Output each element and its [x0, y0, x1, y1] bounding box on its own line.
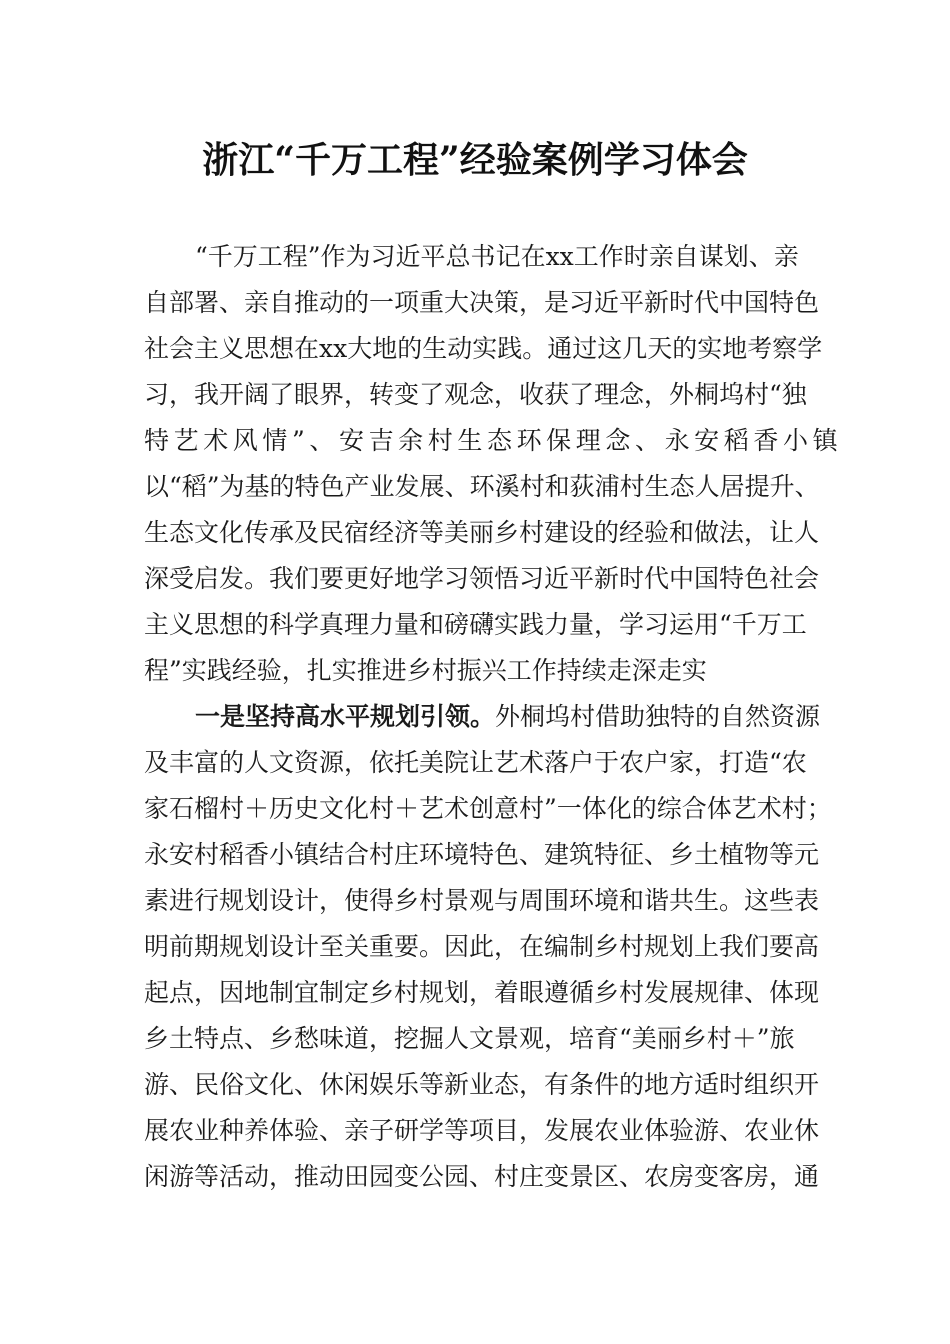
paragraph-planning: [144, 694, 832, 1200]
paragraph-first-line-text: 外桐坞村借助独特的自然资源: [495, 702, 821, 731]
paragraph-line: 及丰富的人文资源，依托美院让艺术落户于农户家，打造“农: [144, 748, 807, 777]
paragraph-line: 家石榴村＋历史文化村＋艺术创意村”一体化的综合体艺术村；: [144, 794, 832, 823]
paragraph-heading: 一是坚持高水平规划引领。: [195, 702, 496, 731]
paragraph-line: 游、民俗文化、休闲娱乐等新业态，有条件的地方适时组织开: [144, 1070, 820, 1099]
paragraph-intro: [144, 234, 843, 694]
paragraph-line: 自部署、亲自推动的一项重大决策，是习近平新时代中国特色: [144, 288, 820, 317]
paragraph-line: 特艺术风情”、安吉余村生态环保理念、永安稻香小镇: [144, 426, 843, 455]
paragraph-line: “千万工程”作为习近平总书记在xx工作时亲自谋划、亲: [195, 242, 799, 271]
paragraph-first-line: [144, 694, 826, 740]
paragraph-line: 习，我开阔了眼界，转变了观念，收获了理念，外桐坞村“独: [144, 380, 807, 409]
paragraph-line: 展农业种养体验、亲子研学等项目，发展农业体验游、农业休: [144, 1116, 820, 1145]
paragraph-line: 生态文化传承及民宿经济等美丽乡村建设的经验和做法，让人: [144, 518, 820, 547]
paragraph-line: 社会主义思想在xx大地的生动实践。通过这几天的实地考察学: [144, 334, 823, 363]
paragraph-line: 明前期规划设计至关重要。因此，在编制乡村规划上我们要高: [144, 932, 820, 961]
paragraph-line: 永安村稻香小镇结合村庄环境特色、建筑特征、乡土植物等元: [144, 840, 820, 869]
paragraph-line: 主义思想的科学真理力量和磅礴实践力量，学习运用“千万工: [144, 610, 807, 639]
paragraph-line: 素进行规划设计，使得乡村景观与周围环境和谐共生。这些表: [144, 886, 820, 915]
document-title: 浙江“千万工程”经验案例学习体会: [202, 139, 748, 181]
document-body: [144, 234, 843, 1200]
paragraph-line: 深受启发。我们要更好地学习领悟习近平新时代中国特色社会: [144, 564, 820, 593]
paragraph-line: 以“稻”为基的特色产业发展、环溪村和荻浦村生态人居提升、: [144, 472, 820, 501]
paragraph-line: 程”实践经验，扎实推进乡村振兴工作持续走深走实: [144, 656, 707, 685]
paragraph-line: 起点，因地制宜制定乡村规划，着眼遵循乡村发展规律、体现: [144, 978, 820, 1007]
paragraph-line: 闲游等活动，推动田园变公园、村庄变景区、农房变客房，通: [144, 1162, 820, 1191]
paragraph-line: 乡土特点、乡愁味道，挖掘人文景观，培育“美丽乡村＋”旅: [144, 1024, 795, 1053]
